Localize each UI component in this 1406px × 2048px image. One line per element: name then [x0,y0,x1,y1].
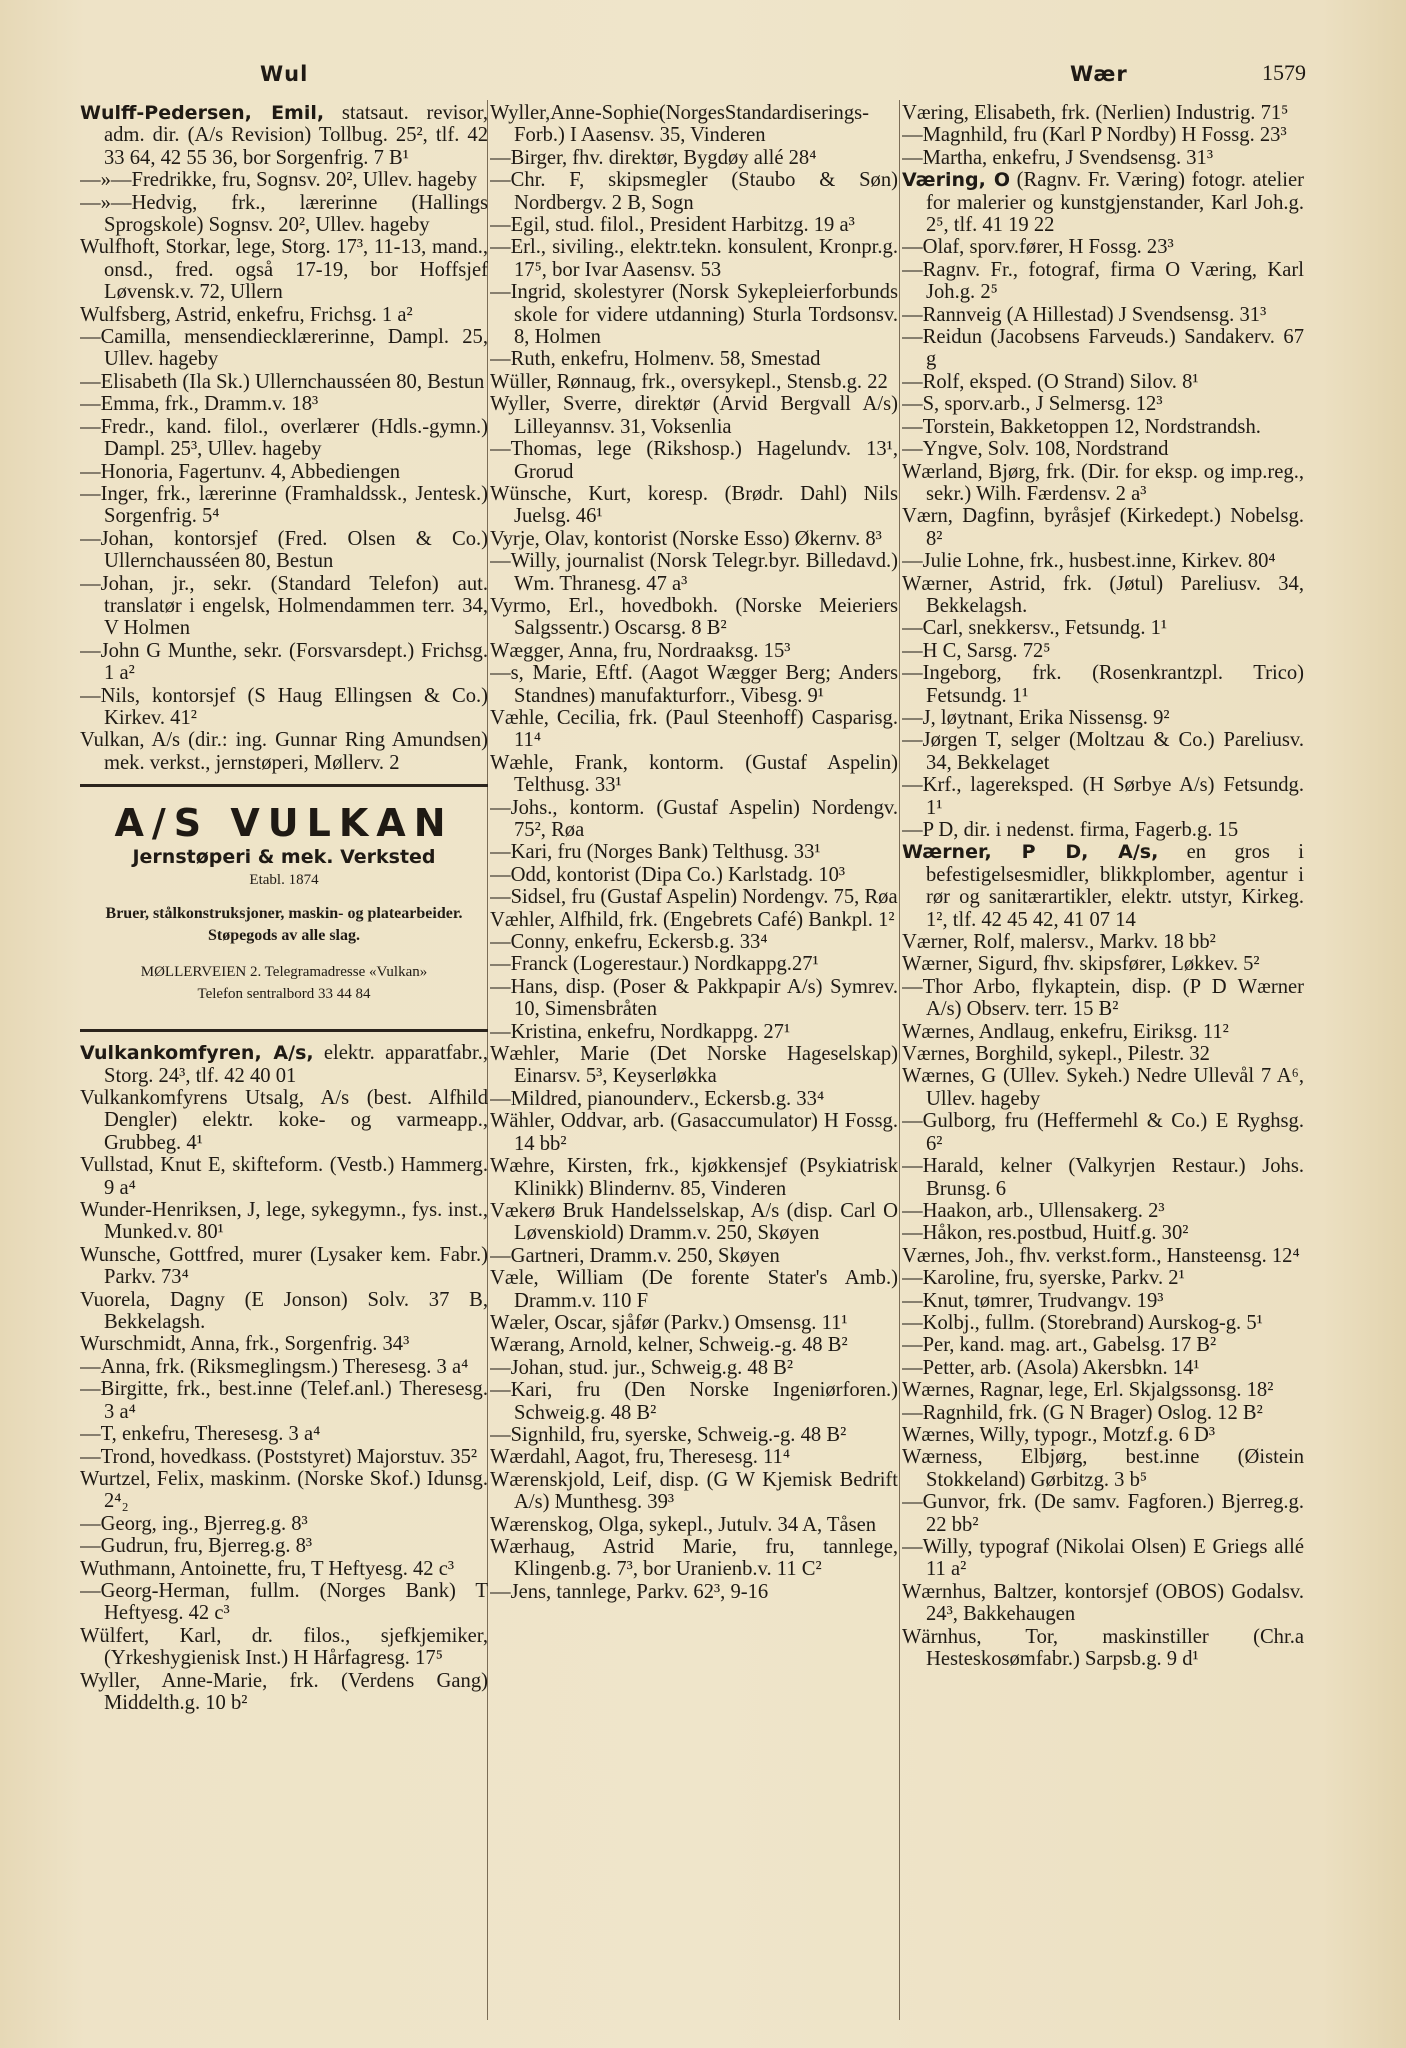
directory-entry [80,1513,488,1535]
directory-entry [80,1154,488,1199]
entry-text: —Knut, tømrer, Trudvangv. 19³ [902,1289,1164,1312]
directory-entry [80,192,488,237]
directory-entry [902,102,1304,124]
entry-text: —Ragnhild, frk. (G N Brager) Oslog. 12 B² [902,1401,1263,1424]
directory-entry [490,1043,898,1088]
entry-text: Wærness, Elbjørg, best.inne (Øistein Stokkeland) Gørbitzg. 3 b⁵ [902,1446,1304,1491]
directory-entry [902,729,1304,774]
running-header-left: Wul [260,62,309,86]
directory-entry [490,640,898,662]
directory-entry [490,1469,898,1514]
entry-text: —Anna, frk. (Riksmeglingsm.) Theresesg. 3 a⁴ [80,1355,469,1378]
entry-text: —Jørgen T, selger (Moltzau & Co.) Pareliusv. 34, Bekkelaget [902,729,1304,774]
entry-text: —Signhild, fru, syerske, Schweig.-g. 48 B² [490,1423,847,1446]
directory-entry [490,841,898,863]
directory-entry [490,1581,898,1603]
entry-text: —Camilla, mensendiecklærerinne, Dampl. 25, Ullev. hageby [80,326,488,371]
directory-entry [490,169,898,214]
directory-entry [902,393,1304,415]
entry-text: —Rannveig (A Hillestad) J Svendsensg. 31³ [902,303,1267,326]
entry-text: Wünsche, Kurt, koresp. (Brødr. Dahl) Nils Juelsg. 46¹ [490,482,898,528]
entry-text: Wæler, Oscar, sjåfør (Parkv.) Omsensg. 11¹ [490,1311,848,1334]
directory-entry [80,1535,488,1557]
directory-entry [902,1110,1304,1155]
directory-entry [490,909,898,931]
directory-entry [490,438,898,483]
entry-text: —Johan, jr., sekr. (Standard Telefon) aut. translatør i engelsk, Holmendammen terr. 34, V Holmen [80,572,488,640]
directory-entry [80,1289,488,1334]
directory-entry [80,1446,488,1468]
directory-entry [902,259,1304,304]
entry-text: Wyller, Sverre, direktør (Arvid Bergvall A/s) Lilleyannsv. 31, Voksenlia [490,393,898,438]
entry-text: Vulkan, A/s (dir.: ing. Gunnar Ring Amundsen) mek. verkst., jernstøperi, Møllerv. 2 [80,729,488,774]
entry-text: Wunsche, Gottfred, murer (Lysaker kem. Fabr.) Parkv. 73⁴ [80,1243,488,1289]
entry-text: Vyrmo, Erl., hovedbokh. (Norske Meieriers Salgssentr.) Oscarsg. 8 B² [490,594,898,640]
directory-entry [80,169,488,191]
directory-entry [80,528,488,573]
directory-entry [902,1155,1304,1200]
directory-entry [490,707,898,752]
directory-entry [490,393,898,438]
directory-entry [80,640,488,685]
entry-text: —Mildred, pianounderv., Eckersb.g. 33⁴ [490,1087,825,1110]
entry-text: —Willy, typograf (Nikolai Olsen) E Griegs allé 11 a² [902,1536,1304,1581]
directory-entry [902,416,1304,438]
entry-text: Wurtzel, Felix, maskinm. (Norske Skof.) Idunsg. 2⁴₂ [80,1467,488,1513]
entry-text: Værnes, Borghild, sykepl., Pilestr. 32 [902,1043,1210,1066]
entry-text: —Krf., lagereksped. (H Sørbye A/s) Fetsundg. 1¹ [902,774,1304,819]
entry-text: —Harald, kelner (Valkyrjen Restaur.) Johs. Brunsg. 6 [902,1155,1304,1200]
entry-heading: Wulff-Pedersen, Emil, [80,102,325,124]
directory-entry [80,1356,488,1378]
directory-entry [490,1424,898,1446]
entry-text: Wähler, Oddvar, arb. (Gasaccumulator) H Fossg. 14 bb² [490,1110,898,1155]
entry-text: Wæhle, Frank, kontorm. (Gustaf Aspelin) Telthusg. 33¹ [490,751,898,797]
entry-text: en gros i befestigelsesmidler, blikkplomber, agentur i rør og sanitærartikler, elektr. utstyr, Kirkeg. 1², tlf. 42 45 42, 41 07 14 [926,841,1304,931]
directory-entry [490,1514,898,1536]
ad-company-name: A/S VULKAN [114,801,454,846]
directory-entry [902,236,1304,258]
directory-entry [490,483,898,528]
directory-entry [902,953,1304,975]
entry-text: —Magnhild, fru (Karl P Nordby) H Fossg. 23³ [902,124,1287,147]
directory-entry [902,1626,1304,1671]
entry-text: Væhle, Cecilia, frk. (Paul Steenhoff) Casparisg. 11⁴ [490,706,898,752]
directory-entry [902,1424,1304,1446]
directory-entry [490,147,898,169]
entry-text: —Thor Arbo, flykaptein, disp. (P D Wærner A/s) Observ. terr. 15 B² [902,975,1304,1021]
directory-entry [490,1088,898,1110]
directory-entry [902,1065,1304,1110]
entry-text: —Per, kand. mag. art., Gabelsg. 17 B² [902,1334,1217,1357]
entry-text: —Olaf, sporv.fører, H Fossg. 23³ [902,236,1174,259]
ad-address: MØLLERVEIEN 2. Telegramadresse «Vulkan» [140,964,428,981]
directory-entry [80,1558,488,1580]
entry-text: —Yngve, Solv. 108, Nordstrand [902,438,1169,461]
directory-entry [902,371,1304,393]
directory-entry [80,1244,488,1289]
directory-entry [80,1625,488,1670]
directory-entry [490,976,898,1021]
entry-text: Wærdahl, Aagot, fru, Theresesg. 11⁴ [490,1446,790,1469]
entry-text: —P D, dir. i nedenst. firma, Fagerb.g. 15 [902,819,1239,841]
directory-entry [902,1290,1304,1312]
directory-entry [490,662,898,707]
directory-entry [80,1333,488,1355]
page-number: 1579 [1262,60,1306,85]
entry-text: —Karoline, fru, syerske, Parkv. 2¹ [902,1267,1185,1290]
ad-established: Etabl. 1874 [249,872,319,889]
entry-text: —Rolf, eksped. (O Strand) Silov. 8¹ [902,370,1199,393]
directory-entry [80,236,488,303]
entry-text: —Sidsel, fru (Gustaf Aspelin) Nordengv. 75, Røa [490,886,898,909]
entry-text: —Julie Lohne, frk., husbest.inne, Kirkev. 80⁴ [902,550,1276,573]
directory-entry [80,1378,488,1423]
entry-text: —Nils, kontorsjef (S Haug Ellingsen & Co.) Kirkev. 41² [80,684,488,729]
directory-entry [490,1155,898,1200]
entry-text: —Erl., siviling., elektr.tekn. konsulent, Kronpr.g. 17⁵, bor Ivar Aasensv. 53 [490,236,898,281]
directory-entry [80,326,488,371]
entry-text: Vækerø Bruk Handelsselskap, A/s (disp. Carl O Løvenskiold) Dramm.v. 250, Skøyen [490,1199,898,1245]
directory-entry [490,1267,898,1312]
entry-text: Wæhler, Marie (Det Norske Hageselskap) Einarsv. 5³, Keyserløkka [490,1043,898,1088]
entry-text: —H C, Sarsg. 72⁵ [902,639,1051,662]
directory-entry [902,1267,1304,1289]
entry-text: —Kari, fru (Norges Bank) Telthusg. 33¹ [490,841,821,864]
entry-text: —Ragnv. Fr., fotograf, firma O Væring, Karl Joh.g. 2⁵ [902,258,1304,304]
directory-entry [902,1446,1304,1491]
directory-entry [490,1446,898,1468]
entry-text: —Kristina, enkefru, Nordkappg. 27¹ [490,1020,791,1043]
entry-text: —Kari, fru (Den Norske Ingeniørforen.) Schweig.g. 48 B² [490,1379,898,1424]
entry-text: Wärnhus, Tor, maskinstiller (Chr.a Hesteskosømfabr.) Sarpsb.g. 9 d¹ [902,1625,1304,1671]
entry-text: —Odd, kontorist (Dipa Co.) Karlstadg. 10³ [490,863,846,886]
directory-entry [902,505,1304,550]
entry-text: —T, enkefru, Theresesg. 3 a⁴ [80,1423,321,1446]
entry-text: Wærenskog, Olga, sykepl., Jutulv. 34 A, Tåsen [490,1513,877,1536]
directory-entry [490,348,898,370]
directory-entry [80,685,488,730]
directory-entry [902,461,1304,506]
directory-entry [902,1536,1304,1581]
entry-text: —Håkon, res.postbud, Huitf.g. 30² [902,1222,1189,1245]
entry-text: —J, løytnant, Erika Nissensg. 9² [902,706,1170,729]
directory-entry [80,1042,488,1087]
directory-entry [902,841,1304,931]
directory-entry [490,1110,898,1155]
entry-text: Wærnes, Willy, typogr., Motzf.g. 6 D³ [902,1423,1216,1446]
directory-entry [902,1357,1304,1379]
entry-text: Wærnes, Ragnar, lege, Erl. Skjalgssonsg. 18² [902,1379,1274,1402]
directory-entry [490,371,898,393]
entry-text: —Honoria, Fagertunv. 4, Abbediengen [80,460,401,483]
directory-entry [902,438,1304,460]
directory-entry [902,147,1304,169]
entry-text: Vyrje, Olav, kontorist (Norske Esso) Økernv. 8³ [490,527,882,550]
directory-entry [490,864,898,886]
entry-text: —Birger, fhv. direktør, Bygdøy allé 28⁴ [490,146,817,169]
directory-entry [902,819,1304,841]
directory-entry [490,1200,898,1245]
directory-entry [902,1200,1304,1222]
directory-entry [902,304,1304,326]
directory-entry [490,236,898,281]
entry-text: —Johan, stud. jur., Schweig.g. 48 B² [490,1356,794,1379]
directory-entry [902,326,1304,371]
directory-entry [902,1222,1304,1244]
directory-entry [902,1334,1304,1356]
entry-text: —Willy, journalist (Norsk Telegr.byr. Billedavd.) Wm. Thranesg. 47 a³ [490,550,898,595]
entry-text: Vulkankomfyrens Utsalg, A/s (best. Alfhild Dengler) elektr. koke- og varmeapp., Grubbeg. 4¹ [80,1087,488,1154]
entry-text: —Elisabeth (Ila Sk.) Ullernchausséen 80, Bestun [80,370,485,393]
directory-entry [490,797,898,842]
directory-entry [902,124,1304,146]
entry-text: —Kolbj., fullm. (Storebrand) Aurskog-g. 5¹ [902,1311,1263,1334]
ad-description: Bruer, stålkonstruksjoner, maskin- og platearbeider. Støpegods av alle slag. [105,905,463,945]
entry-text: —s, Marie, Eftf. (Aagot Wægger Berg; Anders Standnes) manufakturforr., Vibesg. 9¹ [490,662,898,707]
directory-entry [490,953,898,975]
entry-text: Wülfert, Karl, dr. filos., sjefkjemiker, (Yrkeshygienisk Inst.) H Hårfagresg. 17⁵ [80,1624,488,1670]
entry-text: —Thomas, lege (Rikshosp.) Hagelundv. 13¹, Grorud [490,438,898,483]
directory-entry [490,1021,898,1043]
directory-entry [80,371,488,393]
entry-text: Wærnhus, Baltzer, kontorsjef (OBOS) Godalsv. 24³, Bakkehaugen [902,1580,1304,1626]
entry-text: Wærner, Sigurd, fhv. skipsfører, Løkkev. 5² [902,953,1260,976]
entry-text: —Hans, disp. (Poser & Pakkpapir A/s) Symrev. 10, Simensbråten [490,975,898,1021]
entry-text: elektr. apparatfabr., Storg. 24³, tlf. 42 40 01 [104,1042,488,1087]
entry-text: Wæhre, Kirsten, frk., kjøkkensjef (Psykiatrisk Klinikk) Blindernv. 85, Vinderen [490,1155,898,1200]
entry-text: Wulfsberg, Astrid, enkefru, Frichsg. 1 a² [80,303,413,326]
entry-text: statsaut. revisor, adm. dir. (A/s Revision) Tollbug. 25², tlf. 42 33 64, 42 55 36, bor Sorgenfrig. 7 B¹ [104,102,488,169]
entry-text: Wüller, Rønnaug, frk., oversykepl., Stensb.g. 22 [490,370,888,393]
directory-entry [490,1357,898,1379]
entry-text: —Conny, enkefru, Eckersb.g. 33⁴ [490,931,768,954]
ad-phone: Telefon sentralbord 33 44 84 [197,986,371,1003]
entry-heading: Vulkankomfyren, A/s, [80,1042,314,1065]
entry-text: Wærhaug, Astrid Marie, fru, tannlege, Klingenb.g. 7³, bor Uranienb.v. 11 C² [490,1536,898,1581]
entry-text: —Gartneri, Dramm.v. 250, Skøyen [490,1244,780,1267]
entry-text: —Torstein, Bakketoppen 12, Nordstrandsh. [902,415,1261,438]
entry-text: —Gunvor, frk. (De samv. Fagforen.) Bjerreg.g. 22 bb² [902,1491,1304,1536]
entry-text: Vullstad, Knut E, skifteform. (Vestb.) Hammerg. 9 a⁴ [80,1154,488,1199]
column-1 [80,102,488,2022]
directory-entry [490,214,898,236]
directory-entry [490,528,898,550]
directory-entry [80,729,488,774]
entry-text: —Franck (Logerestaur.) Nordkappg.27¹ [490,953,819,976]
directory-entry [80,573,488,640]
directory-entry [902,573,1304,618]
entry-text: —Petter, arb. (Asola) Akersbkn. 14¹ [902,1356,1200,1379]
directory-entry [490,1245,898,1267]
directory-entry [490,595,898,640]
directory-entry [902,1379,1304,1401]
running-header-right: Wær [1070,62,1128,86]
directory-entry [490,281,898,348]
entry-text: —Johan, kontorsjef (Fred. Olsen & Co.) Ullernchausséen 80, Bestun [80,527,488,573]
entry-heading: Væring, O [902,169,1011,192]
directory-entry [902,774,1304,819]
entry-text: —Ingrid, skolestyrer (Norsk Sykepleierforbunds skole for videre utdanning) Sturla Tordsonsv. 8, Holmen [490,281,898,349]
entry-text: Wærnes, Andlaug, enkefru, Eiriksg. 11² [902,1020,1229,1043]
entry-text: Wulfhoft, Storkar, lege, Storg. 17³, 11-13, mand., onsd., fred. også 17-19, bor Hoffsjef Løvensk.v. 72, Ullern [80,236,488,304]
entry-text: Værn, Dagfinn, byråsjef (Kirkedept.) Nobelsg. 8² [902,505,1304,550]
directory-entry [902,640,1304,662]
directory-entry [490,1536,898,1581]
entry-text: Wyller, Anne-Marie, frk. (Verdens Gang) Middelth.g. 10 b² [80,1669,488,1714]
entry-text: —Haakon, arb., Ullensakerg. 2³ [902,1199,1165,1222]
directory-entry [490,550,898,595]
directory-entry [80,1468,488,1513]
directory-entry [490,1379,898,1424]
entry-text: —Egil, stud. filol., President Harbitzg. 19 a³ [490,214,855,237]
directory-entry [80,1087,488,1154]
directory-entry [80,1580,488,1625]
entry-text: —John G Munthe, sekr. (Forsvarsdept.) Frichsg. 1 a² [80,639,488,685]
directory-entry [902,662,1304,707]
entry-text: —Chr. F, skipsmegler (Staubo & Søn) Nordbergv. 2 B, Sogn [490,169,898,214]
entry-text: Væhler, Alfhild, frk. (Engebrets Café) Bankpl. 1² [490,908,895,931]
entry-text: Wuthmann, Antoinette, fru, T Heftyesg. 42 c³ [80,1557,455,1580]
entry-text: —Reidun (Jacobsens Farveuds.) Sandakerv. 67 g [902,326,1304,371]
directory-entry [80,416,488,461]
entry-text: Vuorela, Dagny (E Jonson) Solv. 37 B, Bekkelagsh. [80,1288,488,1334]
directory-entry [902,1491,1304,1536]
entry-text: Wærnes, G (Ullev. Sykeh.) Nedre Ullevål 7 A⁶, Ullev. hageby [902,1065,1304,1110]
directory-entry [490,931,898,953]
directory-entry [80,483,488,528]
directory-entry [80,1423,488,1445]
column-2 [490,102,898,2022]
directory-entry [902,1245,1304,1267]
entry-text: Værnes, Joh., fhv. verkst.form., Hansteensg. 12⁴ [902,1244,1300,1267]
entry-text: Væle, William (De forente Stater's Amb.) Dramm.v. 110 F [490,1267,898,1312]
directory-entry [80,1670,488,1715]
directory-entry [902,617,1304,639]
directory-entry [902,931,1304,953]
entry-text: Wurschmidt, Anna, frk., Sorgenfrig. 34³ [80,1333,410,1356]
entry-text: Wunder-Henriksen, J, lege, sykegymn., fys. inst., Munked.v. 80¹ [80,1199,488,1244]
entry-text: —Inger, frk., lærerinne (Framhaldssk., Jentesk.) Sorgenfrig. 5⁴ [80,482,488,528]
entry-text: —Jens, tannlege, Parkv. 62³, 9-16 [490,1580,769,1603]
directory-entry [902,1581,1304,1626]
ad-subtitle: Jernstøperi & mek. Verksted [132,846,436,869]
entry-text: Wægger, Anna, fru, Nordraaksg. 15³ [490,639,791,662]
directory-entry [902,550,1304,572]
entry-text: —Gudrun, fru, Bjerreg.g. 8³ [80,1535,313,1558]
entry-text: —Birgitte, frk., best.inne (Telef.anl.) Theresesg. 3 a⁴ [80,1378,488,1423]
entry-text: —Carl, snekkersv., Fetsundg. 1¹ [902,617,1168,640]
column-divider [899,100,900,2020]
entry-text: —Gulborg, fru (Heffermehl & Co.) E Ryghsg. 6² [902,1110,1304,1155]
directory-entry [80,393,488,415]
entry-text: —Trond, hovedkass. (Poststyret) Majorstuv. 35² [80,1445,478,1468]
entry-text: Wyller,Anne-Sophie(NorgesStandardiserings-Forb.) I Aasensv. 35, Vinderen [490,102,870,147]
entry-text: —Ruth, enkefru, Holmenv. 58, Smestad [490,348,821,371]
entry-text: —Johs., kontorm. (Gustaf Aspelin) Nordengv. 75², Røa [490,796,898,841]
directory-entry [902,1312,1304,1334]
entry-text: —S, sporv.arb., J Selmersg. 12³ [902,393,1163,416]
directory-entry [490,1334,898,1356]
directory-entry [902,1043,1304,1065]
directory-entry [490,886,898,908]
directory-entry [902,1402,1304,1424]
directory-entry [80,102,488,169]
directory-entry [902,976,1304,1021]
entry-text: (Ragnv. Fr. Væring) fotogr. atelier for malerier og kunstgjenstander, Karl Joh.g. 2⁵, tlf. 41 19 22 [926,169,1304,237]
directory-entry [902,707,1304,729]
directory-entry [80,1199,488,1244]
directory-entry [80,461,488,483]
directory-entry [902,169,1304,236]
column-3 [902,102,1304,2022]
entry-text: Væring, Elisabeth, frk. (Nerlien) Industrig. 71⁵ [902,102,1289,124]
entry-text: —Georg-Herman, fullm. (Norges Bank) T Heftyesg. 42 c³ [80,1579,488,1625]
directory-entry [490,102,898,147]
entry-text: —Fredr., kand. filol., overlærer (Hdls.-gymn.) Dampl. 25³, Ullev. hageby [80,415,488,461]
directory-entry [902,1021,1304,1043]
directory-entry [490,1312,898,1334]
entry-text: —Georg, ing., Bjerreg.g. 8³ [80,1512,308,1535]
entry-text: —Ingeborg, frk. (Rosenkrantzpl. Trico) Fetsundg. 1¹ [902,662,1304,707]
entry-text: Værner, Rolf, malersv., Markv. 18 bb² [902,931,1216,954]
entry-text: —Martha, enkefru, J Svendsensg. 31³ [902,146,1214,169]
directory-entry [80,304,488,326]
entry-heading: Wærner, P D, A/s, [902,841,1159,864]
entry-text: Wærland, Bjørg, frk. (Dir. for eksp. og imp.reg., sekr.) Wilh. Færdensv. 2 a³ [902,460,1304,505]
vulkan-advertisement [80,784,488,1032]
entry-text: —Emma, frk., Dramm.v. 18³ [80,393,319,416]
directory-entry [490,752,898,797]
entry-text: Wærang, Arnold, kelner, Schweig.-g. 48 B² [490,1334,848,1357]
entry-text: Wærenskjold, Leif, disp. (G W Kjemisk Bedrift A/s) Munthesg. 39³ [490,1468,898,1514]
entry-text: Wærner, Astrid, frk. (Jøtul) Pareliusv. 34, Bekkelagsh. [902,572,1304,617]
entry-text: —»—Fredrikke, fru, Sognsv. 20², Ullev. hageby [80,169,478,192]
entry-text: —»—Hedvig, frk., lærerinne (Hallings Sprogskole) Sognsv. 20², Ullev. hageby [80,191,488,237]
